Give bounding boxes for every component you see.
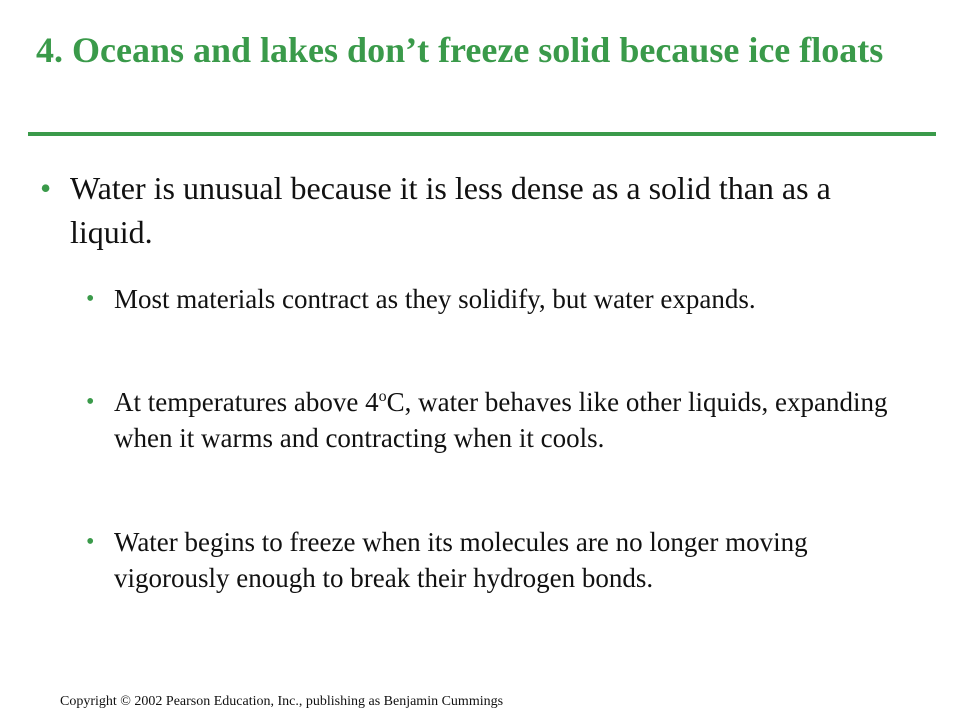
sub-bullet-2 (86, 384, 926, 456)
bullet-dot: • (86, 286, 95, 312)
sub-bullet-3 (86, 524, 926, 596)
slide-title: 4. Oceans and lakes don’t freeze solid because ice floats (36, 30, 884, 70)
copyright-notice: Copyright © 2002 Pearson Education, Inc., publishing as Benjamin Cummings (60, 694, 504, 709)
sub-bullet-text (114, 384, 926, 456)
main-bullet-text: Water is unusual because it is less dense as a solid than as a liquid. (70, 170, 831, 250)
degree-superscript: o (378, 388, 387, 405)
main-bullet (40, 166, 920, 254)
bullet-dot: • (86, 529, 95, 555)
bullet-dot: • (86, 389, 95, 415)
sub-bullet-1 (86, 281, 926, 317)
sub-bullet-text-before: At temperatures above 4 (114, 387, 379, 417)
sub-bullet-text: Most materials contract as they solidify, but water expands. (114, 284, 756, 314)
title-divider (28, 132, 936, 136)
sub-bullet-text-after: C, water behaves like other liquids, expanding when it warms and contracting when it cools. (114, 387, 888, 453)
bullet-dot: • (40, 170, 52, 206)
sub-bullet-text: Water begins to freeze when its molecules are no longer moving vigorously enough to break their hydrogen bonds. (114, 527, 808, 593)
